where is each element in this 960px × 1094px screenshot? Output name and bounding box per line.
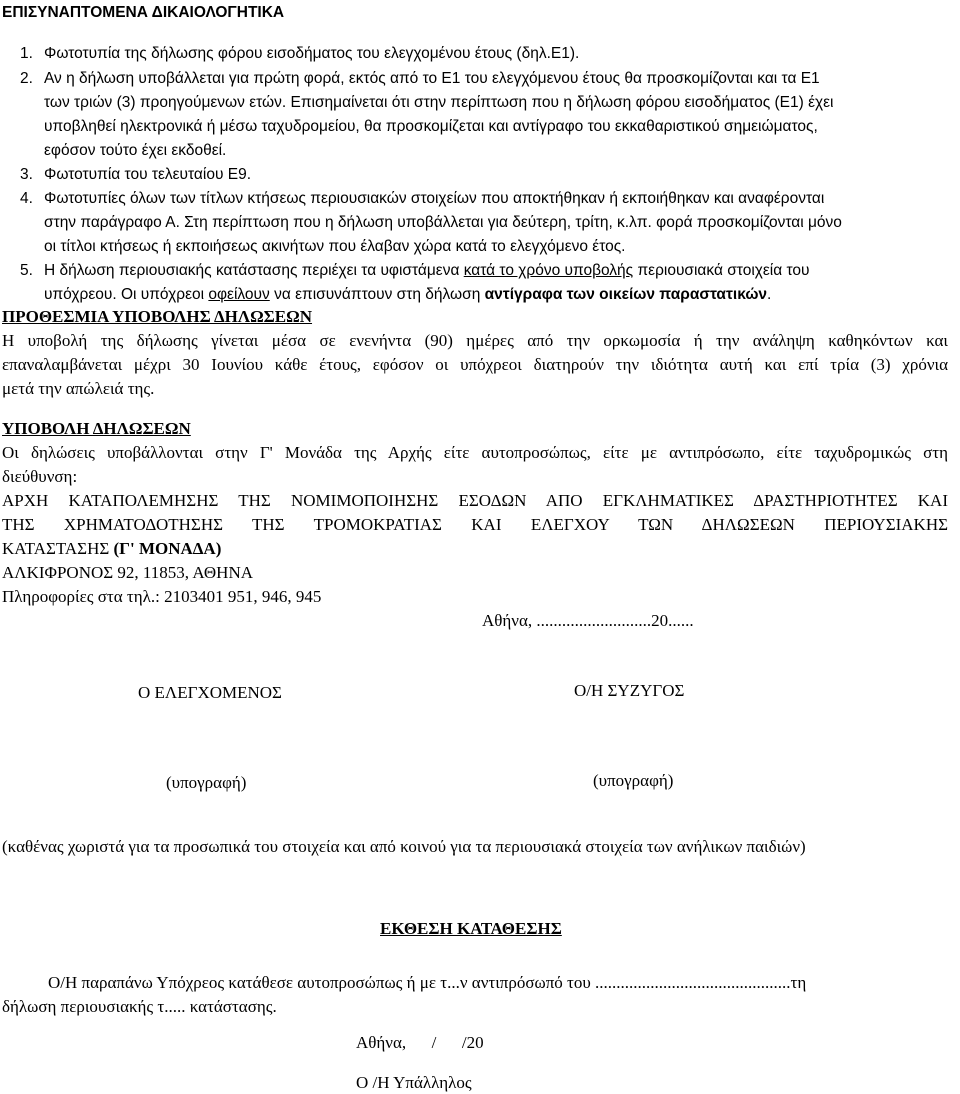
deposit-date: Αθήνα, / /20 <box>356 1033 484 1052</box>
submission-heading: ΥΠΟΒΟΛΗ ΔΗΛΩΣΕΩΝ <box>2 419 191 438</box>
submission-address-line-2: ΤΗΣ ΧΡΗΜΑΤΟΔΟΤΗΣΗΣ ΤΗΣ ΤΡΟΜΟΚΡΑΤΙΑΣ ΚΑΙ ΕΛΕΓΧΟΥ ΤΩΝ ΔΗΛΩΣΕΩΝ ΠΕΡΙΟΥΣΙΑΚΗΣ <box>2 515 948 534</box>
submission-phones: Πληροφορίες στα τηλ.: 2103401 951, 946, 945 <box>2 587 322 606</box>
submission-line-2: διεύθυνση: <box>2 467 78 486</box>
deadline-line-1: Η υποβολή της δήλωσης γίνεται μέσα σε ενενήντα (90) ημέρες από την ορκωμοσία ή την ανάληψη καθηκόντων και <box>2 331 948 350</box>
item-5-text-c: υπόχρεου. Οι υπόχρεοι <box>44 286 209 303</box>
attachments-heading: ΕΠΙΣΥΝΑΠΤΟΜΕΝΑ ΔΙΚΑΙΟΛΟΓΗΤΙΚΑ <box>2 4 285 21</box>
attachment-item-1: Φωτοτυπία της δήλωσης φόρου εισοδήματος του ελεγχομένου έτους (δηλ.Ε1). <box>44 45 580 62</box>
examinee-signature-line: (υπογραφή) <box>166 773 247 792</box>
item-5-underlined-obligation: οφείλουν <box>208 286 270 303</box>
deposit-line-2: δήλωση περιουσιακής τ..... κατάστασης. <box>2 997 277 1016</box>
spouse-signature-line: (υπογραφή) <box>593 771 674 790</box>
deadline-heading: ΠΡΟΘΕΣΜΙΑ ΥΠΟΒΟΛΗΣ ΔΗΛΩΣΕΩΝ <box>2 307 313 326</box>
attachment-item-4-line-2: στην παράγραφο Α. Στη περίπτωση που η δήλωση υποβάλλεται για δεύτερη, τρίτη, κ.λπ. φορά προσκομίζονται μόνο <box>44 214 842 231</box>
attachment-item-1-number: 1. <box>20 45 33 62</box>
submission-street-address: ΑΛΚΙΦΡΟΝΟΣ 92, 11853, ΑΘΗΝΑ <box>2 563 254 582</box>
attachment-item-3-number: 3. <box>20 166 33 183</box>
item-5-text-d: να επισυνάπτουν στη δήλωση <box>269 286 485 303</box>
attachment-item-2-number: 2. <box>20 70 33 87</box>
authority-unit-text: ΚΑΤΑΣΤΑΣΗΣ <box>2 539 114 558</box>
attachment-item-4-number: 4. <box>20 190 33 207</box>
attachment-item-5-line-2 <box>44 284 771 305</box>
item-5-underlined-submission-time: κατά το χρόνο υποβολής <box>463 262 634 279</box>
attachment-item-4-line-3: οι τίτλοι κτήσεως ή εκποιήσεως ακινήτων που έλαβαν χώρα κατά το ελεγχόμενο έτος. <box>44 238 626 255</box>
item-5-text-b: περιουσιακά στοιχεία του <box>633 262 810 279</box>
spouse-label: Ο/Η ΣΥΖΥΓΟΣ <box>574 681 685 700</box>
attachment-item-2-line-2: των τριών (3) προηγούμενων ετών. Επισημαίνεται ότι στην περίπτωση που η δήλωση φόρου εισοδήματος (Ε1) έχει <box>44 94 834 111</box>
deposit-heading: ΕΚΘΕΣΗ ΚΑΤΑΘΕΣΗΣ <box>380 919 562 938</box>
examinee-label: Ο ΕΛΕΓΧΟΜΕΝΟΣ <box>138 683 282 702</box>
submission-date: Αθήνα, ...........................20...... <box>482 611 694 630</box>
attachment-item-2-line-1: Αν η δήλωση υποβάλλεται για πρώτη φορά, εκτός από το Ε1 του ελεγχόμενου έτους θα προσκομίζονται και τα Ε1 <box>44 70 820 87</box>
attachment-item-5-line-1 <box>44 260 810 281</box>
submission-address-line-1: ΑΡΧΗ ΚΑΤΑΠΟΛΕΜΗΣΗΣ ΤΗΣ ΝΟΜΙΜΟΠΟΙΗΣΗΣ ΕΣΟΔΩΝ ΑΠΟ ΕΓΚΛΗΜΑΤΙΚΕΣ ΔΡΑΣΤΗΡΙΟΤΗΤΕΣ ΚΑΙ <box>2 491 948 510</box>
attachment-item-2-line-3: υποβληθεί ηλεκτρονικά ή μέσω ταχυδρομείου, θα προσκομίζεται και αντίγραφο του εκκαθαριστικού σημειώματος, <box>44 118 818 135</box>
attachment-item-5-number: 5. <box>20 262 33 279</box>
deadline-line-3: μετά την απώλειά της. <box>2 379 155 398</box>
attachment-item-2-line-4: εφόσον τούτο έχει εκδοθεί. <box>44 142 227 159</box>
attachment-item-3: Φωτοτυπία του τελευταίου Ε9. <box>44 166 252 183</box>
submission-address-line-3 <box>2 538 221 560</box>
authority-unit-bold: (Γ' ΜΟΝΑΔΑ) <box>113 539 222 558</box>
deadline-line-2: επαναλαμβάνεται μέχρι 30 Ιουνίου κάθε έτους, εφόσον οι υπόχρεοι διατηρούν την ιδιότητα αυτή και επί τρία (3) χρόνια <box>2 355 948 374</box>
attachment-item-4-line-1: Φωτοτυπίες όλων των τίτλων κτήσεως περιουσιακών στοιχείων που αποκτήθηκαν ή εκποιήθηκαν και αναφέρονται <box>44 190 825 207</box>
item-5-bold-copies: αντίγραφα των οικείων παραστατικών <box>484 286 768 303</box>
submission-line-1: Οι δηλώσεις υποβάλλονται στην Γ' Μονάδα της Αρχής είτε αυτοπροσώπως, είτε με αντιπρόσωπο, είτε ταχυδρομικώς στη <box>2 443 948 462</box>
item-5-text-a: Η δήλωση περιουσιακής κατάστασης περιέχει τα υφιστάμενα <box>44 262 464 279</box>
signature-note: (καθένας χωριστά για τα προσωπικά του στοιχεία και από κοινού για τα περιουσιακά στοιχεία των ανήλικων παιδιών) <box>2 837 806 856</box>
deposit-employee: Ο /Η Υπάλληλος <box>356 1073 472 1092</box>
item-5-period: . <box>767 286 772 303</box>
deposit-line-1: Ο/Η παραπάνω Υπόχρεος κατάθεσε αυτοπροσώπως ή με τ...ν αντιπρόσωπό του ..............................................τη <box>48 973 807 992</box>
